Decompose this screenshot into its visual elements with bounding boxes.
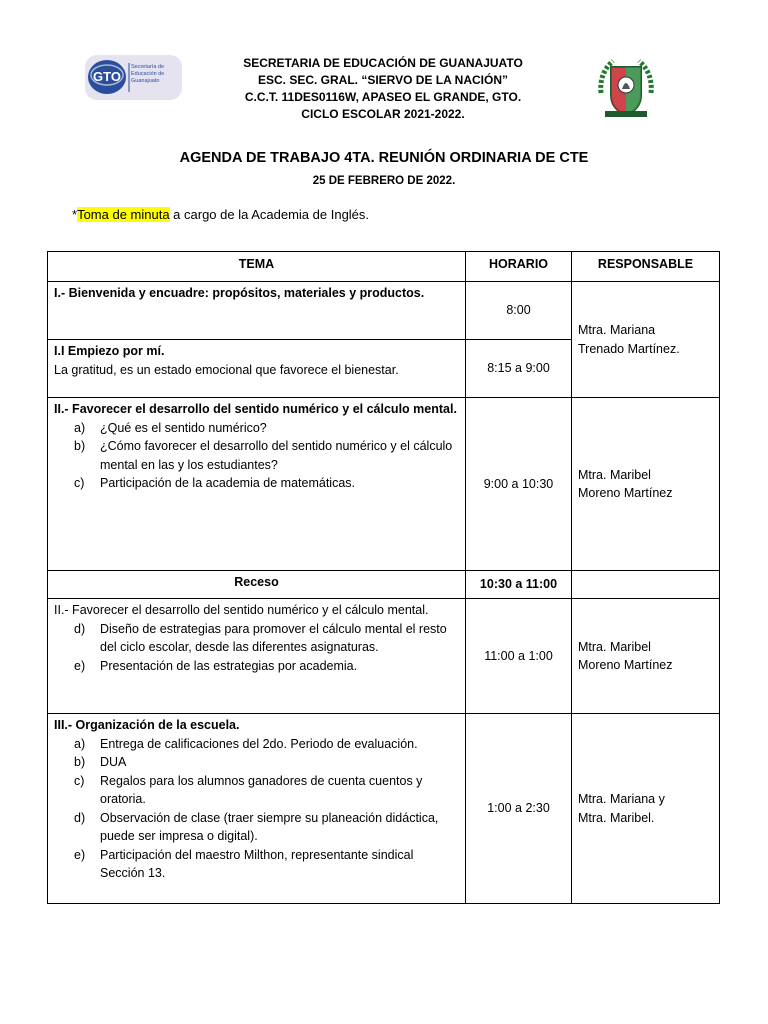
table-row <box>48 398 720 571</box>
header-tema: TEMA <box>48 252 466 282</box>
header-line-2: ESC. SEC. GRAL. “SIERVO DE LA NACIÓN” <box>257 73 509 87</box>
row1-responsable-line1: Mtra. Mariana <box>578 323 656 337</box>
list-item: a) ¿Qué es el sentido numérico? <box>74 420 267 435</box>
row5-responsable-line1: Mtra. Maribel <box>578 639 651 654</box>
minute-note <box>72 207 369 222</box>
note-rest: a cargo de la Academia de Inglés. <box>169 207 370 222</box>
row5-tema <box>48 599 466 714</box>
table-header-row <box>48 252 720 282</box>
document-title: AGENDA DE TRABAJO 4TA. REUNIÓN ORDINARIA DE CTE <box>179 150 589 166</box>
row6-responsable-line1: Mtra. Mariana y <box>578 792 665 806</box>
row1-responsable-line2: Trenado Martínez. <box>578 341 680 356</box>
list-item: a) Entrega de calificaciones del 2do. Periodo de evaluación. <box>74 736 418 751</box>
gto-logo-caption: Secretaría de Educación de Guanajuato <box>131 64 165 84</box>
row1-tema-text: I.- Bienvenida y encuadre: propósitos, materiales y productos. <box>54 286 425 300</box>
row4-responsable <box>572 571 720 599</box>
row2-tema-text: La gratitud, es un estado emocional que favorece el bienestar. <box>54 362 399 377</box>
row3-tema <box>48 398 466 571</box>
header-line-3: C.C.T. 11DES0116W, APASEO EL GRANDE, GTO. <box>244 90 522 104</box>
list-item: d) Observación de clase (traer siempre su planeación didáctica, puede ser impresa o digital). <box>74 810 439 843</box>
row2-horario: 8:15 a 9:00 <box>466 340 572 398</box>
row3-responsable-line2: Moreno Martínez <box>578 486 673 500</box>
table-row <box>48 714 720 904</box>
row6-horario: 1:00 a 2:30 <box>466 714 572 904</box>
list-item: c) Regalos para los alumnos ganadores de cuenta cuentos y oratoria. <box>74 773 423 806</box>
school-crest-logo <box>591 53 661 123</box>
row5-responsable <box>572 599 720 714</box>
row5-horario: 11:00 a 1:00 <box>466 599 572 714</box>
row4-horario: 10:30 a 11:00 <box>466 571 572 599</box>
row2-tema <box>48 340 466 398</box>
row3-responsable <box>572 398 720 571</box>
row6-responsable <box>572 714 720 904</box>
row1-tema <box>48 282 466 340</box>
school-header <box>150 55 616 123</box>
row6-tema <box>48 714 466 904</box>
row3-horario: 9:00 a 10:30 <box>466 398 572 571</box>
row1-responsable <box>572 282 720 398</box>
table-row <box>48 571 720 599</box>
row2-tema-title: I.I Empiezo por mí. <box>54 344 165 358</box>
note-highlight: Toma de minuta <box>77 207 170 222</box>
row5-tema-title: II.- Favorecer el desarrollo del sentido numérico y el cálculo mental. <box>54 603 429 617</box>
header-horario: HORARIO <box>466 252 572 282</box>
gto-logo-text: GTO <box>93 69 121 84</box>
header-line-1: SECRETARIA DE EDUCACIÓN DE GUANAJUATO <box>243 56 523 70</box>
document-date: 25 DE FEBRERO DE 2022. <box>312 175 456 187</box>
row4-tema: Receso <box>48 571 466 599</box>
list-item: d) Diseño de estrategias para promover el cálculo mental el resto del ciclo escolar, desde las diferentes asignaturas. <box>74 621 447 654</box>
list-item: e) Presentación de las estrategias por academia. <box>74 658 358 673</box>
table-row <box>48 282 720 340</box>
agenda-table <box>47 251 720 904</box>
row1-horario: 8:00 <box>466 282 572 340</box>
list-item: b) DUA <box>74 755 127 769</box>
row3-tema-title: II.- Favorecer el desarrollo del sentido numérico y el cálculo mental. <box>54 402 457 416</box>
row6-tema-title: III.- Organización de la escuela. <box>54 718 240 732</box>
list-item: c) Participación de la academia de matemáticas. <box>74 476 355 490</box>
list-item: b) ¿Cómo favorecer el desarrollo del sentido numérico y el cálculo mental en las y los estudiantes? <box>74 439 453 472</box>
list-item: e) Participación del maestro Milthon, representante sindical Sección 13. <box>74 847 414 880</box>
row6-responsable-line2: Mtra. Maribel. <box>578 810 655 825</box>
row3-responsable-line1: Mtra. Maribel <box>578 467 651 482</box>
note-prefix: * <box>72 207 78 222</box>
header-responsable: RESPONSABLE <box>572 252 720 282</box>
row5-responsable-line2: Moreno Martínez <box>578 658 673 672</box>
header-line-4: CICLO ESCOLAR 2021-2022. <box>301 107 465 121</box>
table-row <box>48 599 720 714</box>
